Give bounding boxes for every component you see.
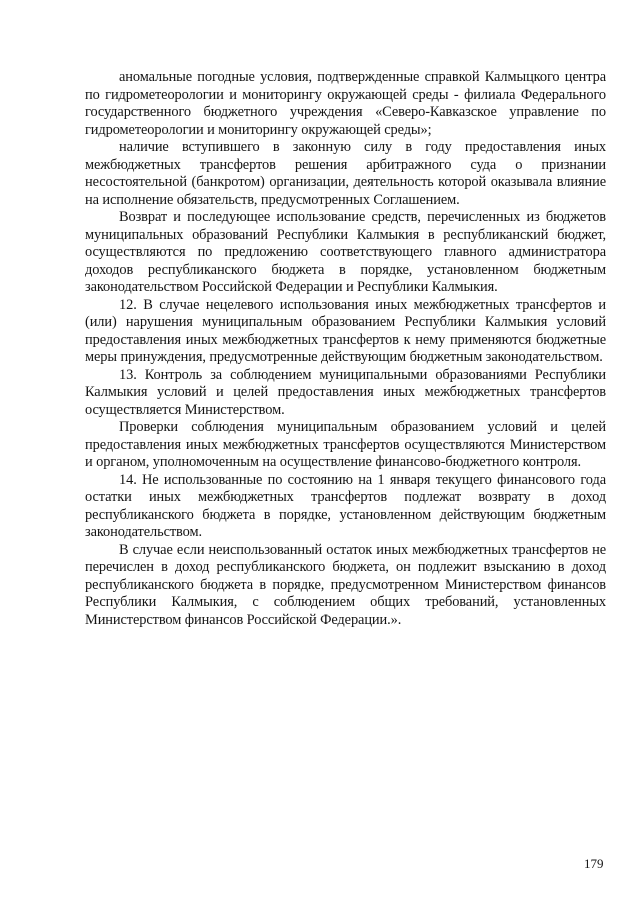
paragraph-item-13: 13. Контроль за соблюдением муниципальными образованиями Республики Калмыкия условий и целей предоставления иных межбюджетных трансфертов осуществляется Министерством. [85,366,606,418]
paragraph-item-12: 12. В случае нецелевого использования иных межбюджетных трансфертов и (или) нарушения муниципальным образованием Республики Калмыкия условий предоставления иных межбюджетных трансфертов к нему применяются бюджетные меры принуждения, предусмотренные действующим бюджетным законодательством. [85,296,606,365]
page-number: 179 [584,856,604,871]
paragraph-weather-conditions: аномальные погодные условия, подтвержденные справкой Калмыцкого центра по гидрометеорологии и мониторингу окружающей среды - филиала Федерального государственного бюджетного учреждения «Северо-Кавказское управление по гидрометеорологии и мониторингу окружающей среды»; [85,69,606,138]
document-body [85,69,606,629]
paragraph-recovery: В случае если неиспользованный остаток иных межбюджетных трансфертов не перечислен в доход республиканского бюджета, он подлежит взысканию в доход республиканского бюджета в порядке, предусмотренном Министерством финансов Республики Калмыкия, с соблюдением общих требований, установленных Министерством финансов Российской Федерации.». [85,541,606,628]
paragraph-refund-usage: Возврат и последующее использование средств, перечисленных из бюджетов муниципальных образований Республики Калмыкия в республиканский бюджет, осуществляются по предложению соответствующего главного администратора доходов республиканского бюджета в порядке, установленном бюджетным законодательством Российской Федерации и Республики Калмыкия. [85,209,606,295]
paragraph-inspections: Проверки соблюдения муниципальным образованием условий и целей предоставления иных межбюджетных трансфертов осуществляются Министерством и органом, уполномоченным на осуществление финансово-бюджетного контроля. [85,419,606,470]
paragraph-item-14: 14. Не использованные по состоянию на 1 января текущего финансового года остатки иных межбюджетных трансфертов подлежат возврату в доход республиканского бюджета в порядке, установленном действующим бюджетным законодательством. [85,471,606,540]
paragraph-court-decision: наличие вступившего в законную силу в году предоставления иных межбюджетных трансфертов решения арбитражного суда о признании несостоятельной (банкротом) организации, деятельность которой оказывала влияние на исполнение обязательств, предусмотренных Соглашением. [85,139,606,208]
